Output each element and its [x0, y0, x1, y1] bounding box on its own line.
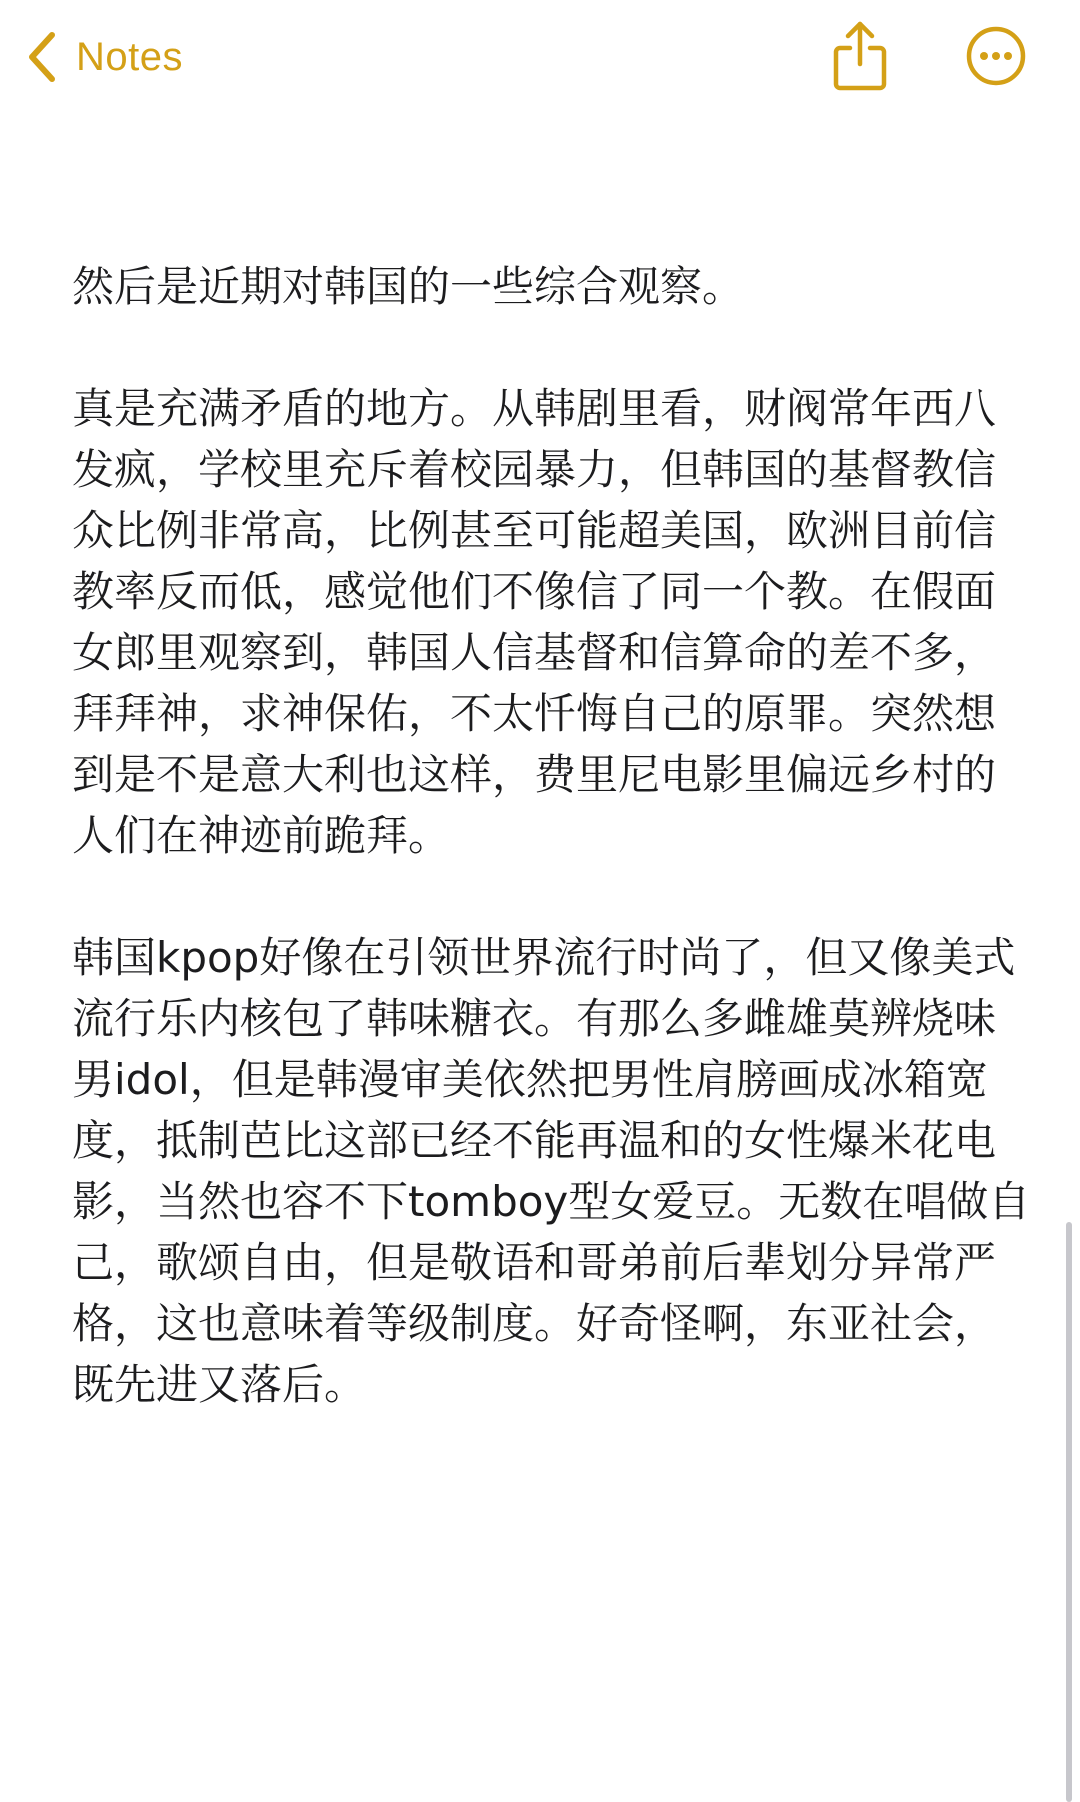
chevron-left-icon — [26, 29, 58, 85]
back-button-label: Notes — [76, 34, 183, 79]
share-icon — [830, 18, 890, 92]
note-paragraph: 韩国kpop好像在引领世界流行时尚了，但又像美式流行乐内核包了韩味糖衣。有那么多雌雄莫辨烧味男idol，但是韩漫审美依然把男性肩膀画成冰箱宽度，抵制芭比这部已经不能再温和的女性爆米花电影，当然也容不下tomboy型女爱豆。无数在唱做自己，歌颂自由，但是敬语和哥弟前后辈划分异常严格，这也意味着等级制度。好奇怪啊，东亚社会，既先进又落后。 — [72, 933, 1031, 1409]
ellipsis-circle-icon — [964, 24, 1028, 88]
note-body[interactable] — [72, 256, 1032, 1415]
note-paragraph: 然后是近期对韩国的一些综合观察。 — [72, 262, 745, 311]
navigation-bar — [0, 0, 1080, 110]
back-button[interactable] — [26, 22, 183, 92]
more-button[interactable] — [964, 24, 1028, 88]
note-paragraph: 真是充满矛盾的地方。从韩剧里看，财阀常年西八发疯，学校里充斥着校园暴力，但韩国的基督教信众比例非常高，比例甚至可能超美国，欧洲目前信教率反而低，感觉他们不像信了同一个教。在假面女郎里观察到，韩国人信基督和信算命的差不多，拜拜神，求神保佑，不太忏悔自己的原罪。突然想到是不是意大利也这样，费里尼电影里偏远乡村的人们在神迹前跪拜。 — [72, 384, 997, 860]
share-button[interactable] — [830, 18, 890, 92]
scrollbar[interactable] — [1066, 1222, 1072, 1802]
